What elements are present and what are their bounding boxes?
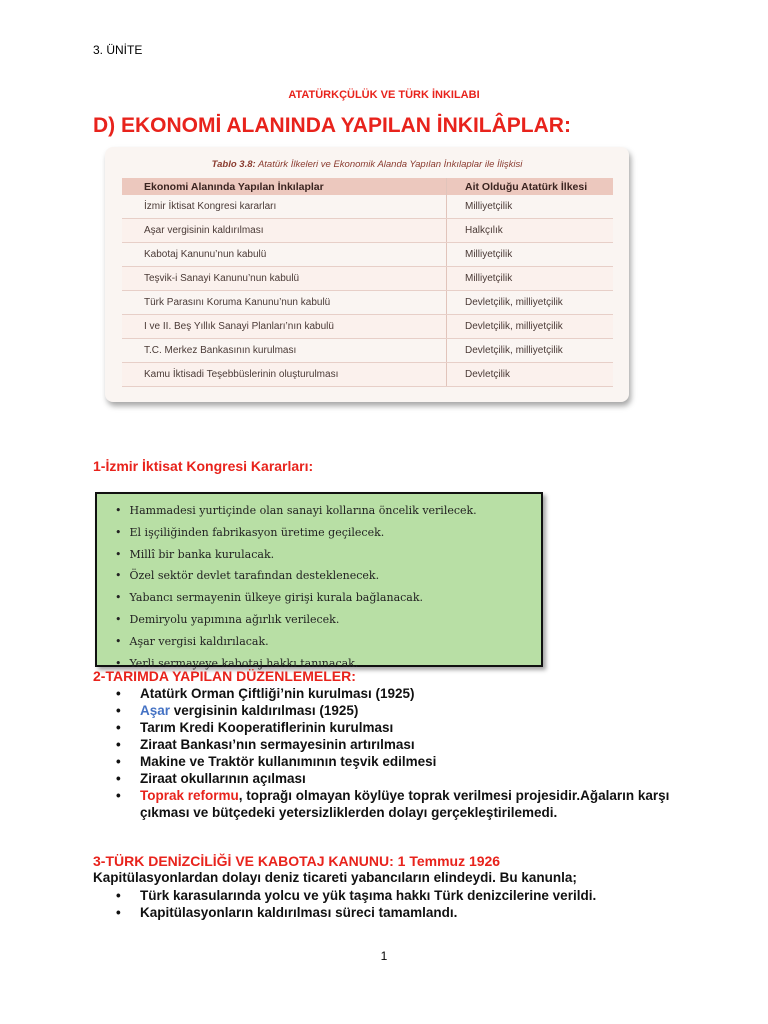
principle-cell: Milliyetçilik <box>447 267 614 291</box>
topic-title: ATATÜRKÇÜLÜK VE TÜRK İNKILABI <box>288 89 480 101</box>
list-item-text: , toprağı olmayan köylüye toprak verilmesi projesidir.Ağaların karşı çıkması ve bütçedeki yetersizliklerden dolayı gerçekleştirilemedi. <box>140 788 670 820</box>
izmir-decisions-image <box>95 492 543 670</box>
table-row <box>122 315 613 339</box>
principle-cell: Devletçilik <box>447 363 614 387</box>
reform-cell: Kabotaj Kanunu’nun kabulü <box>122 243 447 267</box>
table-row <box>122 339 613 363</box>
section-heading-izmir: 1-İzmir İktisat Kongresi Kararları: <box>93 458 314 474</box>
principle-cell: Devletçilik, milliyetçilik <box>447 291 614 315</box>
law-date: 1 Temmuz 1926 <box>397 853 501 869</box>
list-item: • Ziraat okullarının açılması <box>93 770 673 787</box>
table-header-row <box>122 178 613 195</box>
column-header: Ekonomi Alanında Yapılan İnkılaplar <box>122 178 447 195</box>
table-row <box>122 195 613 219</box>
page-number: 1 <box>380 949 388 963</box>
list-item <box>93 702 673 719</box>
list-item: • Tarım Kredi Kooperatiflerinin kurulması <box>93 719 673 736</box>
unit-label: 3. ÜNİTE <box>93 43 143 57</box>
list-item: • Millî bir banka kurulacak. <box>115 544 541 566</box>
list-item: • Yabancı sermayenin ülkeye girişi kurala bağlanacak. <box>115 587 541 609</box>
table-caption-prefix: Tablo 3.8: <box>211 159 256 170</box>
section-heading-maritime <box>93 853 500 869</box>
reform-cell: İzmir İktisat Kongresi kararları <box>122 195 447 219</box>
table-row <box>122 363 613 387</box>
column-header: Ait Olduğu Atatürk İlkesi <box>447 178 614 195</box>
reform-cell: Kamu İktisadi Teşebbüslerinin oluşturulması <box>122 363 447 387</box>
table-caption <box>105 159 629 170</box>
reform-cell: Türk Parasını Koruma Kanunu’nun kabulü <box>122 291 447 315</box>
table-row <box>122 291 613 315</box>
reform-cell: Teşvik-i Sanayi Kanunu’nun kabulü <box>122 267 447 291</box>
list-item: • Hammadesi yurtiçinde olan sanayi kollarına öncelik verilecek. <box>115 500 541 522</box>
list-item: • Makine ve Traktör kullanımının teşvik edilmesi <box>93 753 673 770</box>
list-item: • Aşar vergisi kaldırılacak. <box>115 631 541 653</box>
list-item: • Ziraat Bankası’nın sermayesinin artırılması <box>93 736 673 753</box>
principle-cell: Devletçilik, milliyetçilik <box>447 339 614 363</box>
principles-table-image <box>105 147 629 402</box>
list-item: • Türk karasularında yolcu ve yük taşıma hakkı Türk denizcilerine verildi. <box>93 887 693 904</box>
principle-cell: Devletçilik, milliyetçilik <box>447 315 614 339</box>
page-title: D) EKONOMİ ALANINDA YAPILAN İNKILÂPLAR: <box>93 114 571 137</box>
list-item: • Atatürk Orman Çiftliği’nin kurulması (1925) <box>93 685 673 702</box>
principle-cell: Milliyetçilik <box>447 243 614 267</box>
table-row <box>122 243 613 267</box>
principles-table <box>122 178 613 387</box>
principle-cell: Milliyetçilik <box>447 195 614 219</box>
list-item <box>93 787 673 821</box>
table-row <box>122 267 613 291</box>
reform-cell: I ve II. Beş Yıllık Sanayi Planları’nın kabulü <box>122 315 447 339</box>
reform-cell: Aşar vergisinin kaldırılması <box>122 219 447 243</box>
list-item: • Kapitülasyonların kaldırılması süreci tamamlandı. <box>93 904 693 921</box>
list-item: • El işçiliğinden fabrikasyon üretime geçilecek. <box>115 522 541 544</box>
section-heading-text: 3-TÜRK DENİZCİLİĞİ VE KABOTAJ KANUNU: <box>93 853 398 869</box>
principle-cell: Halkçılık <box>447 219 614 243</box>
maritime-list <box>93 887 693 921</box>
section-heading-agriculture: 2-TARIMDA YAPILAN DÜZENLEMELER: <box>93 668 356 684</box>
izmir-decisions-list <box>97 494 541 674</box>
list-item: • Yerli sermayeye kabotaj hakkı tanınacak. <box>115 653 541 675</box>
list-item-text: vergisinin kaldırılması (1925) <box>170 703 359 718</box>
reform-cell: T.C. Merkez Bankasının kurulması <box>122 339 447 363</box>
highlight-term: Aşar <box>140 703 171 718</box>
list-item: • Demiryolu yapımına ağırlık verilecek. <box>115 609 541 631</box>
maritime-intro: Kapitülasyonlardan dolayı deniz ticareti yabancıların elindeydi. Bu kanunla; <box>93 870 577 885</box>
table-row <box>122 219 613 243</box>
highlight-term: Toprak reformu <box>140 788 239 803</box>
agriculture-list <box>93 685 673 821</box>
list-item: • Özel sektör devlet tarafından desteklenecek. <box>115 565 541 587</box>
table-caption-text: Atatürk İlkeleri ve Ekonomik Alanda Yapılan İnkılaplar ile İlişkisi <box>255 159 523 170</box>
